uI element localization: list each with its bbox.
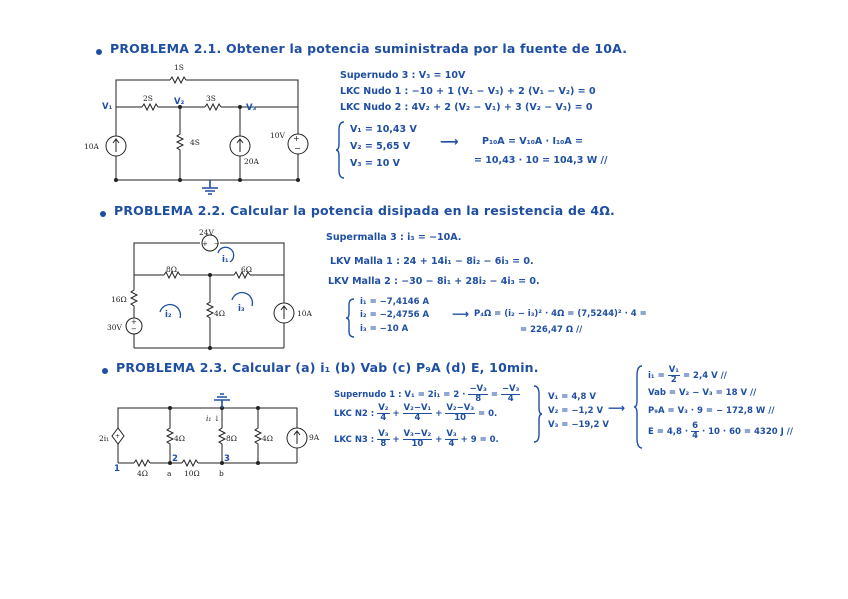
label-2s: 2S: [143, 94, 153, 103]
label-10a: 10A: [84, 142, 99, 151]
svg-text:−: −: [214, 240, 220, 248]
p22-result-i2: i₂ = −2,4756 A: [360, 310, 430, 320]
ground-icon: [214, 394, 230, 408]
p22-line-2: LKV Malla 1 : 24 + 14i₁ − 8i₂ − 6i₃ = 0.: [330, 256, 534, 267]
problem-2-3-title: PROBLEMA 2.3. Calcular (a) i₁ (b) Vab (c) P₉A (d) E, 10min.: [116, 360, 539, 375]
p22-power-line-1: P₄Ω = (i₂ − i₃)² · 4Ω = (7,5244)² · 4 =: [474, 309, 647, 319]
p23-result-v3: V₃ = −19,2 V: [548, 420, 609, 430]
arrow-icon: ⟶: [452, 307, 470, 321]
p22-line-1: Supermalla 3 : i₃ = −10A.: [326, 232, 462, 243]
p23-result-v2: V₂ = −1,2 V: [548, 406, 604, 416]
p21-line-3: LKC Nudo 2 : 4V₂ + 2 (V₂ − V₁) + 3 (V₂ − V₃) = 0: [340, 102, 593, 113]
arrow-icon: ⟶: [440, 135, 459, 150]
node-v1: V₁: [102, 102, 113, 112]
p22-power-line-2: = 226,47 Ω //: [520, 325, 583, 335]
label-9a: 9A: [309, 433, 320, 442]
node-1: 1: [114, 464, 120, 474]
label-4ohm: 4Ω: [214, 309, 225, 318]
p23-answer-d: E = 4,8 · $\frac{6}{4}$ · 10 · 60 = 4320 J //: [648, 421, 793, 441]
arrow-icon: ⟶: [608, 401, 626, 415]
problem-2-2-title: PROBLEMA 2.2. Calcular la potencia disipada en la resistencia de 4Ω.: [114, 203, 615, 218]
label-24v: 24V: [199, 228, 214, 237]
svg-text:+: +: [115, 433, 121, 440]
p21-line-1: Supernudo 3 : V₃ = 10V: [340, 70, 466, 81]
p22-line-3: LKV Malla 2 : −30 − 8i₁ + 28i₂ − 4i₃ = 0.: [328, 276, 540, 287]
p23-answer-b: Vab = V₂ − V₃ = 18 V //: [648, 388, 757, 398]
label-20a: 20A: [244, 157, 259, 166]
plus-sign-icon: +: [293, 134, 300, 143]
p21-line-2: LKC Nudo 1 : −10 + 1 (V₁ − V₃) + 2 (V₁ − V₂) = 0: [340, 86, 596, 97]
label-i1: i₁ ↓: [206, 414, 221, 423]
p23-lkc-n2: LKC N2 : $\frac{\text{V₂}}{4}$ + $\frac{\text{V₂−V₁}}{4}$ + $\frac{\text{V₂−V₃}}{10}$ = 0.: [334, 403, 498, 423]
label-4ohm-2: 4Ω: [262, 434, 273, 443]
p23-answer-c: P₉A = V₃ · 9 = − 172,8 W //: [648, 406, 775, 416]
node-3: 3: [224, 454, 230, 464]
label-8ohm: 8Ω: [166, 265, 177, 274]
p23-lkc-n3: LKC N3 : $\frac{\text{V₃}}{8}$ + $\frac{\text{V₃−V₂}}{10}$ + $\frac{\text{V₃}}{4}$ + 9 = 0.: [334, 429, 499, 449]
label-a: a: [167, 469, 172, 478]
p22-result-i1: i₁ = −7,4146 A: [360, 297, 430, 307]
mesh-i1: i₁: [222, 255, 229, 265]
problem-2-1-title: PROBLEMA 2.1. Obtener la potencia suministrada por la fuente de 10A.: [110, 41, 628, 56]
minus-sign-icon: −: [294, 144, 301, 153]
svg-text:+: +: [202, 240, 208, 248]
mesh-i3: i₃: [238, 304, 245, 314]
label-6ohm: 6Ω: [241, 265, 252, 274]
svg-text:+: +: [131, 318, 137, 326]
label-8ohm: 8Ω: [226, 434, 237, 443]
label-1s: 1S: [174, 63, 184, 72]
label-b: b: [219, 469, 224, 478]
label-10v: 10V: [270, 131, 285, 140]
p23-result-v1: V₁ = 4,8 V: [548, 392, 596, 402]
label-4ohm-bottom: 4Ω: [137, 469, 148, 478]
label-4ohm-1: 4Ω: [174, 434, 185, 443]
label-10ohm: 10Ω: [184, 469, 200, 478]
mesh-i2: i₂: [165, 310, 172, 320]
node-v3: V₃: [246, 103, 257, 113]
label-4s: 4S: [190, 138, 200, 147]
brace-2-3-a: [534, 384, 544, 444]
p21-result-v2: V₂ = 5,65 V: [350, 141, 411, 152]
label-30v: 30V: [107, 323, 122, 332]
p22-result-i3: i₃ = −10 A: [360, 324, 409, 334]
p21-result-v3: V₃ = 10 V: [350, 158, 400, 169]
p23-answer-a: i₁ = $\frac{\text{V₁}}{2}$ = 2,4 V //: [648, 365, 727, 385]
p21-result-v1: V₁ = 10,43 V: [350, 124, 417, 135]
label-2i1: 2i₁: [99, 434, 110, 443]
p21-power-line-2: = 10,43 · 10 = 104,3 W //: [474, 155, 608, 166]
label-3s: 3S: [206, 94, 216, 103]
node-2: 2: [172, 454, 178, 464]
label-10a: 10A: [297, 309, 312, 318]
p23-supernode: Supernudo 1 : V₁ = 2i₁ = 2 · $\frac{\text{−V₃}}{8}$ = $\frac{\text{−V₃}}{4}$: [334, 384, 520, 404]
brace-2-3-b: [634, 364, 644, 450]
svg-text:−: −: [131, 325, 137, 333]
p21-power-line-1: P₁₀A = V₁₀A · I₁₀A =: [482, 136, 583, 147]
node-v2: V₂: [174, 97, 185, 107]
label-16ohm: 16Ω: [111, 295, 127, 304]
